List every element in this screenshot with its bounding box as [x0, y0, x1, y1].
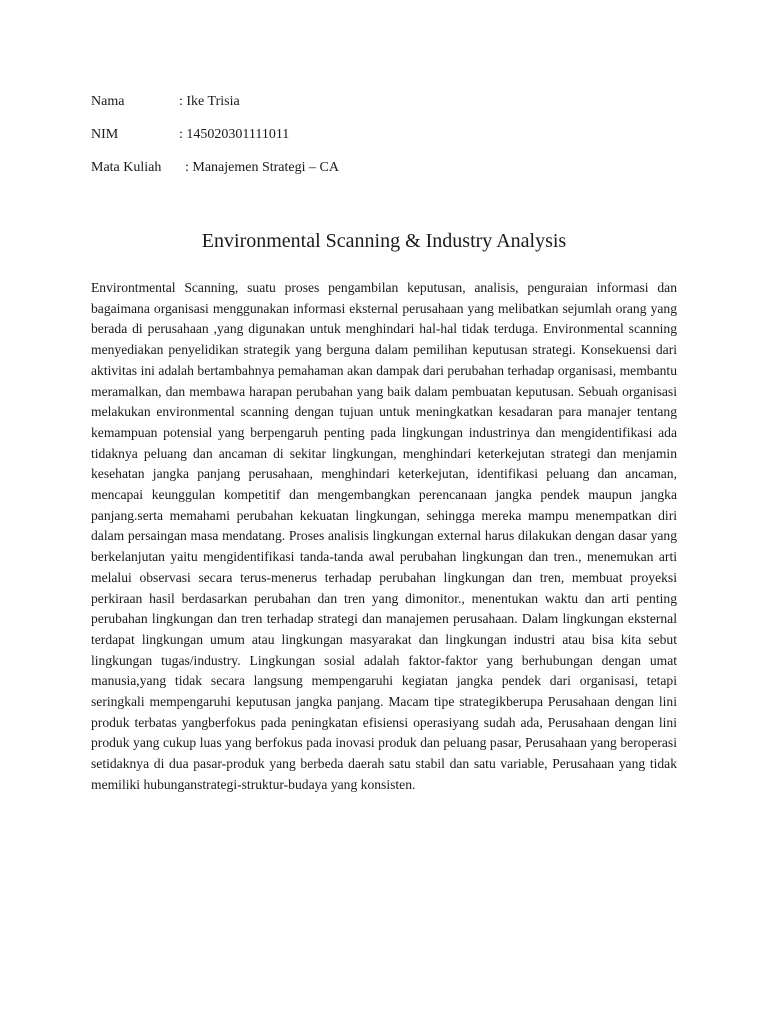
- course-label: Mata Kuliah: [91, 160, 162, 175]
- body-text: [91, 278, 677, 796]
- course-value: : Manajemen Strategi – CA: [185, 160, 339, 175]
- nim-value: : 145020301111011: [179, 127, 290, 142]
- name-value: : Ike Trisia: [179, 94, 240, 109]
- body-paragraph: Environtmental Scanning, suatu proses pengambilan keputusan, analisis, penguraian informasi dan bagaimana organisasi menggunakan informasi eksternal perusahaan yang melibatkan sejumlah orang yang berada di perusahaan ,yang digunakan untuk menghindari hal-hal tidak terduga. Environmental scanning menyediakan penyelidikan strategik yang berguna dalam pemilihan keputusan strategi. Konsekuensi dari aktivitas ini adalah bertambahnya pemahaman akan dampak dari perubahan terhadap organisasi, membantu meramalkan, dan membawa harapan perubahan yang baik dalam pembuatan keputusan. Sebuah organisasi melakukan environmental scanning dengan tujuan untuk meningkatkan kesadaran para manajer tentang kemampuan potensial yang berpengaruh penting pada lingkungan industrinya dan mengidentifikasi ada tidaknya peluang dan ancaman di sekitar lingkungan, menghindari keterkejutan strategi dan menjamin kesehatan jangka panjang perusahaan, menghindari keterkejutan, identifikasi peluang dan ancaman, mencapai keunggulan kompetitif dan mengembangkan perencanaan jangka pendek maupun jangka panjang.serta memahami perubahan kekuatan lingkungan, sehingga mereka mampu menempatkan diri dalam persaingan masa mendatang. Proses analisis lingkungan external harus dilakukan dengan dasar yang berkelanjutan yaitu mengidentifikasi tanda-tanda awal perubahan lingkungan dan tren., menemukan arti melalui observasi secara terus-menerus terhadap perubahan lingkungan dan tren, membuat proyeksi perkiraan hasil berdasarkan perubahan dan tren yang dimonitor., menentukan waktu dan arti penting perubahan lingkungan dan tren terhadap strategi dan manajemen perusahaan. Dalam lingkungan eksternal terdapat lingkungan umum atau lingkungan masyarakat dan lingkungan industri atau bisa kita sebut lingkungan tugas/industry. Lingkungan sosial adalah faktor-faktor yang berhubungan dengan umat manusia,yang tidak secara langsung mempengaruhi kegiatan jangka pendek dari organisasi, tetapi seringkali mempengaruhi keputusan jangka panjang. Macam tipe strategikberupa Perusahaan dengan lini produk terbatas yangberfokus pada peningkatan efisiensi operasiyang sudah ada, Perusahaan dengan lini produk yang cukup luas yang berfokus pada inovasi produk dan peluang pasar, Perusahaan yang beroperasi setidaknya di dua pasar-produk yang berbeda daerah satu stabil dan satu variable, Perusahaan yang tidak memiliki hubunganstrategi-struktur-budaya yang konsisten.: [91, 280, 677, 792]
- name-label: Nama: [91, 94, 125, 109]
- nim-label: NIM: [91, 127, 119, 142]
- document-title: Environmental Scanning & Industry Analysis: [201, 230, 567, 252]
